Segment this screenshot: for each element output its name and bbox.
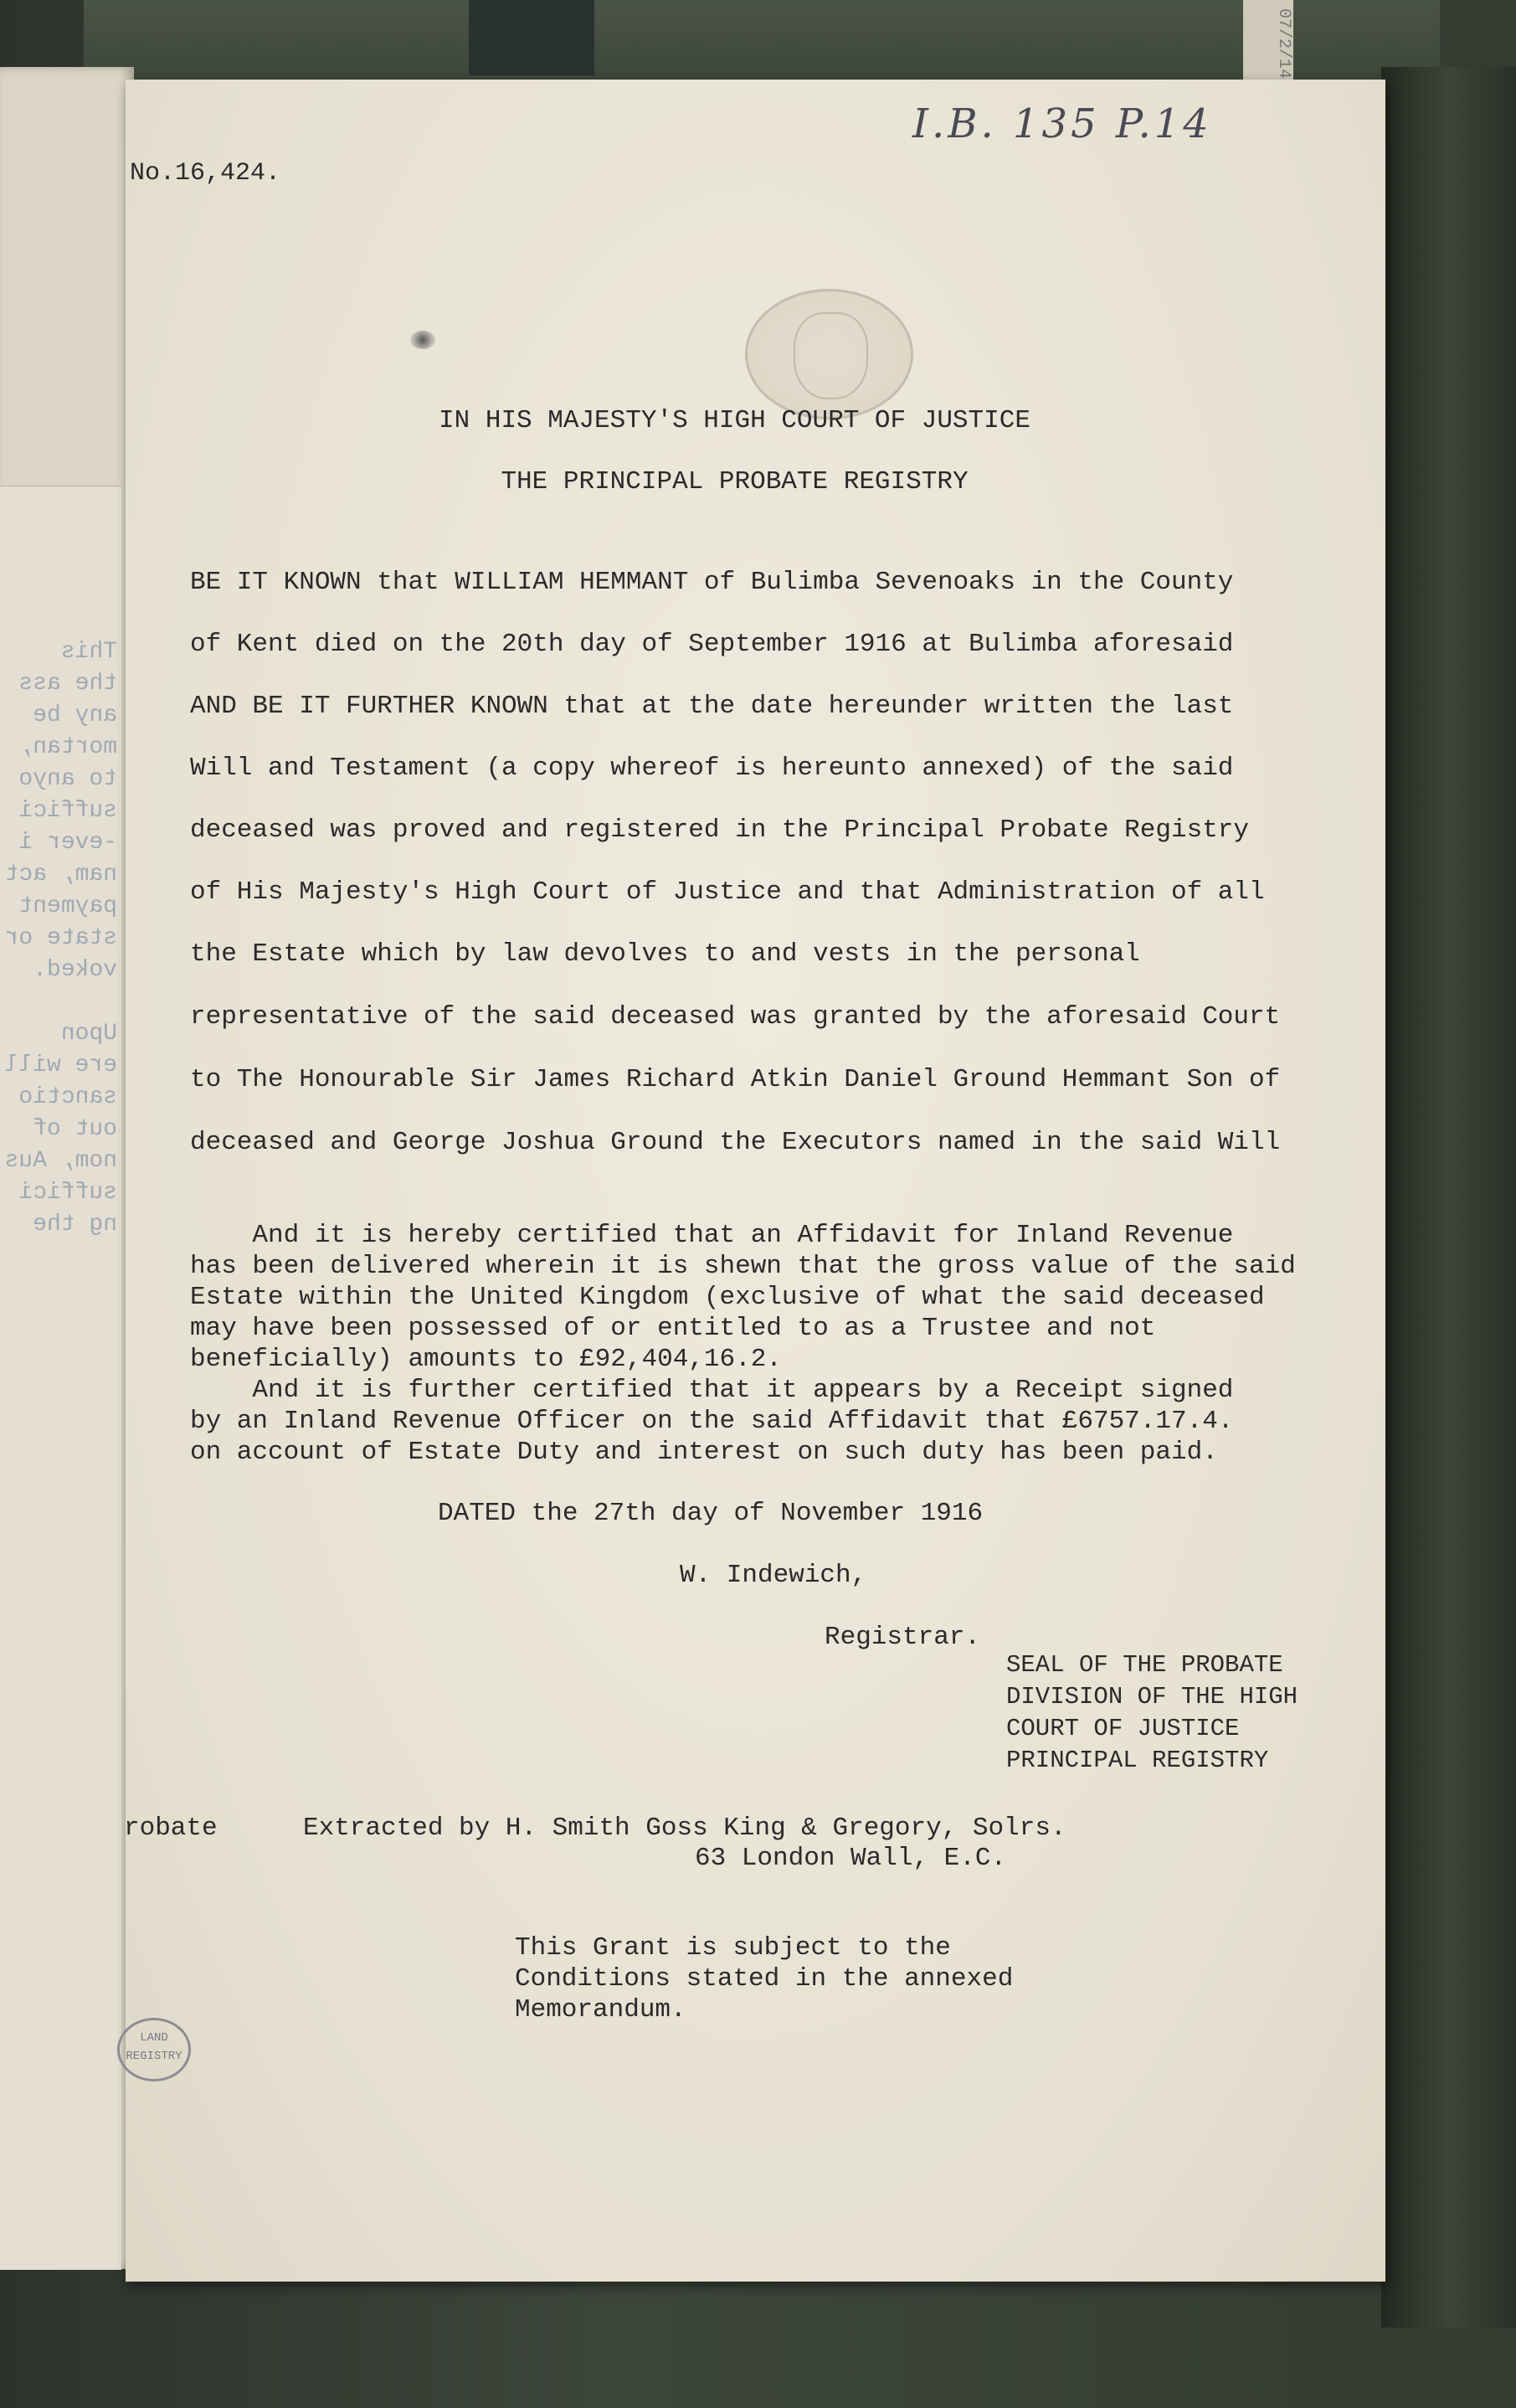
body-line: to The Honourable Sir James Richard Atkin Daniel Ground Hemmant Son of bbox=[190, 1065, 1281, 1094]
registry-heading: THE PRINCIPAL PROBATE REGISTRY bbox=[501, 467, 969, 497]
body-line: the Estate which by law devolves to and vests in the personal bbox=[190, 939, 1140, 969]
certificate-line: on account of Estate Duty and interest on such duty has been paid. bbox=[190, 1438, 1218, 1467]
embossed-seal bbox=[745, 289, 913, 419]
grant-conditions-note: This Grant is subject to the Conditions stated in the annexed Memorandum. bbox=[515, 1933, 1014, 2025]
signatory-name: W. Indewich, bbox=[680, 1561, 867, 1590]
extracted-address-line: 63 London Wall, E.C. bbox=[695, 1844, 1007, 1873]
reference-number: No.16,424. bbox=[130, 159, 281, 188]
binding-spine-strip bbox=[469, 0, 594, 75]
certificate-line: beneficially) amounts to £92,404,16.2. bbox=[190, 1345, 782, 1374]
signatory-title: Registrar. bbox=[825, 1623, 981, 1652]
certificate-line: Estate within the United Kingdom (exclusive of what the said deceased bbox=[190, 1283, 1265, 1312]
body-line: of His Majesty's High Court of Justice and that Administration of all bbox=[190, 877, 1265, 907]
body-line: Will and Testament (a copy whereof is hereunto annexed) of the said bbox=[190, 754, 1234, 783]
body-line: deceased was proved and registered in the Principal Probate Registry bbox=[190, 816, 1250, 845]
body-line: BE IT KNOWN that WILLIAM HEMMANT of Bulimba Sevenoaks in the County bbox=[190, 568, 1234, 597]
dated-line: DATED the 27th day of November 1916 bbox=[438, 1499, 984, 1528]
body-line: representative of the said deceased was granted by the aforesaid Court bbox=[190, 1002, 1281, 1032]
bleed-through-text: This the ass any be mortan, to anyo suffici -ever i nam, act payment state or voked. Upon ere will sanctio out of nom, Aus suffici ng the bbox=[4, 639, 117, 1237]
extracted-by-line: Extracted by H. Smith Goss King & Gregory, Solrs. bbox=[303, 1814, 1066, 1843]
side-label: robate bbox=[124, 1814, 218, 1843]
certificate-line: And it is hereby certified that an Affidavit for Inland Revenue bbox=[190, 1221, 1234, 1250]
handwritten-margin-note: I.B. 135 P.14 bbox=[912, 100, 1212, 147]
binding-top-edge bbox=[84, 0, 1440, 92]
binding-tab-label: 07/2/14 bbox=[1243, 0, 1293, 92]
certificate-line: has been delivered wherein it is shewn that the gross value of the said bbox=[190, 1252, 1296, 1281]
body-line: AND BE IT FURTHER KNOWN that at the date hereunder written the last bbox=[190, 692, 1234, 721]
binding-right-edge bbox=[1381, 67, 1516, 2328]
registry-stamp-icon: LAND REGISTRY bbox=[117, 2018, 191, 2081]
body-line: deceased and George Joshua Ground the Executors named in the said Will bbox=[190, 1128, 1281, 1157]
seal-text-block: SEAL OF THE PROBATE DIVISION OF THE HIGH COURT OF JUSTICE PRINCIPAL REGISTRY bbox=[1006, 1651, 1298, 1774]
certificate-line: may have been possessed of or entitled to as a Trustee and not bbox=[190, 1314, 1156, 1343]
ink-smudge bbox=[410, 331, 435, 349]
seal-crest-icon bbox=[794, 312, 868, 399]
body-line: of Kent died on the 20th day of September 1916 at Bulimba aforesaid bbox=[190, 630, 1234, 659]
certificate-line: And it is further certified that it appears by a Receipt signed bbox=[190, 1376, 1234, 1405]
certificate-line: by an Inland Revenue Officer on the said Affidavit that £6757.17.4. bbox=[190, 1407, 1234, 1436]
court-heading: IN HIS MAJESTY'S HIGH COURT OF JUSTICE bbox=[439, 406, 1030, 435]
